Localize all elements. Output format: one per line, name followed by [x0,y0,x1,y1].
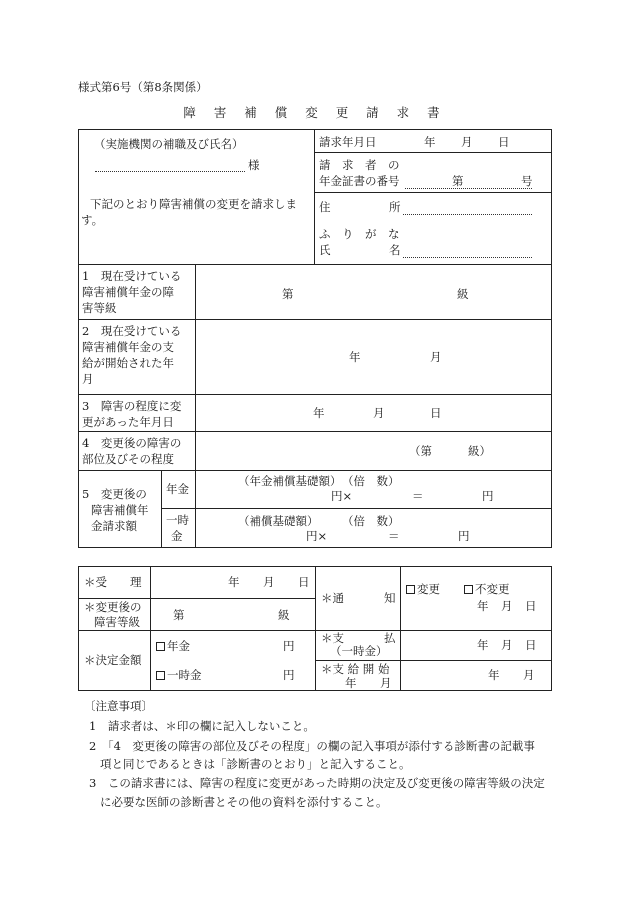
changed-grade-label: ＊変更後の [84,600,142,614]
notice-changed-option[interactable]: 変更 [406,584,440,596]
form-title: 障 害 補 償 変 更 請 求 書 [183,105,447,120]
note-1: 1 請求者は、＊印の欄に記入しないこと。 [89,719,315,733]
agency-label: （実施機関の補職及び氏名） [94,137,244,151]
lump-sum-checkbox[interactable] [156,671,165,680]
request-sentence: 下記のとおり障害補償の変更を請求しま [90,197,297,211]
decided-pension-option[interactable]: 年金 [156,641,190,653]
requester-label: 請 求 者 の [319,158,400,172]
notes-heading: 〔注意事項〕 [84,699,153,713]
address-field[interactable] [403,214,532,215]
decided-lump-option[interactable]: 一時金 [156,670,202,682]
unchanged-checkbox[interactable] [464,585,473,594]
note-3: 3 この請求書には、障害の程度に変更があった時期の決定及び変更後の障害等級の決定 [89,776,545,790]
name-field[interactable] [403,257,532,258]
changed-checkbox[interactable] [406,585,415,594]
furigana-label: ふ り が な [319,227,400,241]
request-date-label: 請求年月日 [319,135,377,149]
notice-label: ＊通 [321,591,344,605]
form-reference: 様式第6号（第8条関係） [78,80,208,94]
pension-checkbox[interactable] [156,642,165,651]
notice-unchanged-option[interactable]: 不変更 [464,584,510,596]
decided-amount-label: ＊決定金額 [84,653,142,667]
name-label: 氏 [319,243,331,257]
payment-label: ＊支 [321,631,344,645]
agency-name-field[interactable] [95,171,245,172]
sama-label: 様 [248,158,260,172]
certificate-number-field[interactable] [405,188,532,189]
address-label: 住 [319,200,331,214]
note-2: 2 「4 変更後の障害の部位及びその程度」の欄の記入事項が添付する診断書の記載事 [89,739,535,753]
request-sentence-cont: す。 [81,213,104,227]
payment-start-label: ＊支 給 開 始 [321,662,390,676]
form-page: 様式第6号（第8条関係） 障 害 補 償 変 更 請 求 書 （実施機関の補職及び氏名） 様 下記のとおり障害補償の変更を請求しま す。 請求年月日 年 月 日 請 求 者 の 年金証書の番号 第 号 住 所 ふ り が な 氏 名 1 現在受けている 障害補償年金の障 害等級 第 級 2 現在受けている 障害補償年金の支 給が開始された年 月 年 月 3 障害の程度に変 更があった年月日 年 月 日 4 変更後の障害の 部位及びその程度 （第 級） 5 変更後の 障害補償年 金請求額 年金 （年金補償基礎額） （倍 数） 円× ＝ 円 一時 金 （補償基礎額） （倍 数） 円× ＝ 円 ＊受 理 年 月 日 ＊変更後の 障害等級 第 級 ＊通 知 変更 不変更 年 月 日 ＊決定金額 年金 円 一時金 円 ＊支 払 （一時金） 年 月 日 ＊支 給 開 始 年 月 年 月 〔注意事項〕 1 請求者は、＊印の欄に記入しないこと。 2 「4 変更後の障害の部位及びその程度」の欄の記入事項が添付する診断書の記載事 項と同じであるときは「診断書のとおり」と記入すること。 3 この請求書には、障害の程度に変更があった時期の決定及び変更後の障害等級の決定 に必要な医師の診断書とその他の資料を添付すること。 [0,0,630,903]
receipt-label: ＊受 理 [84,575,142,589]
